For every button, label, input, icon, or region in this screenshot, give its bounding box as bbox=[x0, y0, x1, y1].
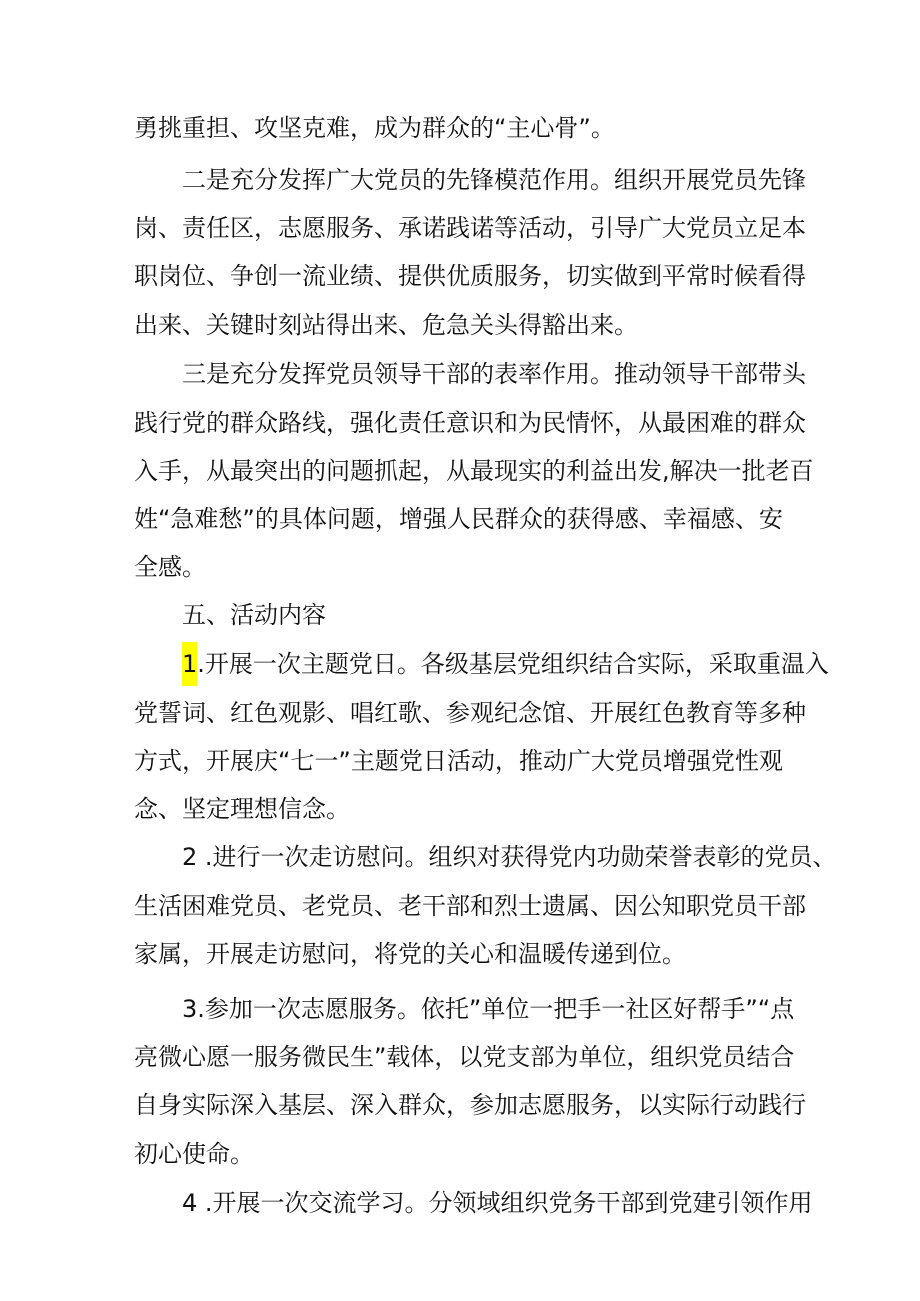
paragraph-line: 姓“急难愁”的具体问题，增强人民群众的获得感、幸福感、安 bbox=[134, 505, 783, 533]
paragraph-line: 念、坚定理想信念。 bbox=[134, 795, 350, 823]
section-heading: 五、活动内容 bbox=[182, 601, 326, 629]
paragraph-line: 家属，开展走访慰问，将党的关心和温暖传递到位。 bbox=[134, 940, 686, 968]
paragraph-line: 入手，从最突出的问题抓起，从最现实的利益出发,解决一批老百 bbox=[134, 457, 814, 485]
paragraph-line: 岗、责任区，志愿服务、承诺践诺等活动，引导广大党员立足本 bbox=[134, 214, 806, 242]
paragraph-line: 党誓词、红色观影、唱红歌、参观纪念馆、开展红色教育等多种 bbox=[134, 699, 806, 727]
paragraph-line: 3.参加一次志愿服务。依托”单位一把手一社区好帮手”“点 bbox=[182, 995, 795, 1023]
paragraph-line: 2 .进行一次走访慰问。组织对获得党内功勋荣誉表彰的党员、 bbox=[182, 843, 837, 871]
paragraph-line-text: .开展一次主题党日。各级基层党组织结合实际，采取重温入 bbox=[197, 650, 829, 678]
paragraph-line: 职岗位、争创一流业绩、提供优质服务，切实做到平常时候看得 bbox=[134, 262, 806, 290]
paragraph-line: 践行党的群众路线，强化责任意识和为民情怀，从最困难的群众 bbox=[134, 409, 806, 437]
paragraph-line: 生活困难党员、老党员、老干部和烈士遗属、因公知职党员干部 bbox=[134, 892, 806, 920]
paragraph-line: 三是充分发挥党员领导干部的表率作用。推动领导干部带头 bbox=[182, 360, 806, 388]
paragraph-line: 出来、关键时刻站得出来、危急关头得豁出来。 bbox=[134, 311, 638, 339]
paragraph-line: 自身实际深入基层、深入群众，参加志愿服务，以实际行动践行 bbox=[134, 1091, 806, 1119]
paragraph-line: 初心使命。 bbox=[134, 1140, 254, 1168]
paragraph-line: 亮微心愿一服务微民生”载体，以党支部为单位，组织党员结合 bbox=[134, 1043, 795, 1071]
paragraph-line: 勇挑重担、攻坚克难，成为群众的“主心骨”。 bbox=[134, 114, 615, 142]
paragraph-line: 二是充分发挥广大党员的先锋模范作用。组织开展党员先锋 bbox=[182, 166, 806, 194]
paragraph-line: 4 .开展一次交流学习。分领域组织党务干部到党建引领作用 bbox=[182, 1189, 813, 1217]
paragraph-line bbox=[182, 642, 920, 686]
paragraph-line: 全感。 bbox=[134, 553, 206, 581]
paragraph-line: 方式，开展庆“七一”主题党日活动，推动广大党员增强党性观 bbox=[134, 747, 783, 775]
highlighted-number: 1 bbox=[182, 642, 197, 686]
